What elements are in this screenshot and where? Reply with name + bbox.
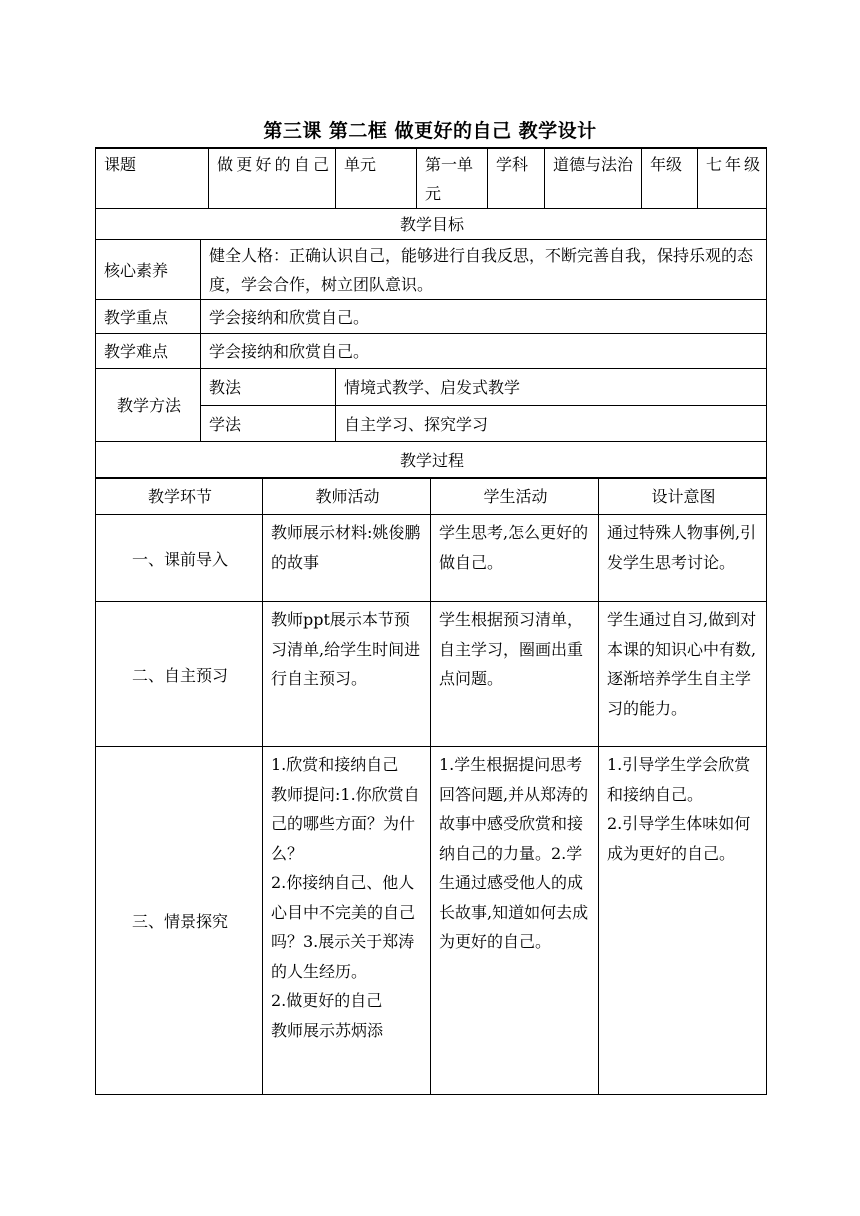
core-competency-text: 健全人格：正确认识自己，能够进行自我反思，不断完善自我，保持乐观的态度，学会合作，树立团队意识。 (201, 240, 767, 300)
topic-value: 做更好的自己 (209, 148, 336, 209)
difficulty-label: 教学难点 (96, 334, 201, 369)
teach-method-text: 情境式教学、启发式教学 (336, 369, 767, 406)
method-label: 教学方法 (96, 369, 201, 442)
column-header-teacher: 教师活动 (263, 479, 431, 515)
core-competency-label: 核心素养 (96, 240, 201, 300)
table-row (96, 515, 767, 602)
lesson-info-table (95, 147, 767, 478)
table-row (96, 747, 767, 1095)
subject-value: 道德与法治 (545, 148, 642, 209)
process-table (95, 478, 767, 1095)
subject-label: 学科 (488, 148, 545, 209)
column-header-stage: 教学环节 (96, 479, 263, 515)
stage-cell: 二、自主预习 (96, 602, 263, 747)
document-title: 第三课 第二框 做更好的自己 教学设计 (263, 120, 597, 142)
unit-label: 单元 (336, 148, 417, 209)
table-row (96, 602, 767, 747)
design-intent-cell: 学生通过自习,做到对本课的知识心中有数,逐渐培养学生自主学习的能力。 (599, 602, 767, 747)
teach-method-label: 教法 (201, 369, 336, 406)
stage-cell: 三、情景探究 (96, 747, 263, 1095)
unit-value: 第一单元 (417, 148, 488, 209)
key-point-label: 教学重点 (96, 300, 201, 334)
difficulty-text: 学会接纳和欣赏自己。 (201, 334, 767, 369)
grade-value: 七年级 (698, 148, 767, 209)
objectives-header: 教学目标 (96, 209, 767, 240)
design-intent-cell: 通过特殊人物事例,引发学生思考讨论。 (599, 515, 767, 602)
teacher-activity-cell: 教师展示材料:姚俊鹏的故事 (263, 515, 431, 602)
teacher-activity-cell: 1.欣赏和接纳自己 教师提问:1.你欣赏自己的哪些方面？为什么？ 2.你接纳自己、他人心目中不完美的自己吗？3.展示关于郑涛的人生经历。 2.做更好的自己 教师展示苏炳添 (263, 747, 431, 1095)
topic-label: 课题 (96, 148, 209, 209)
process-header: 教学过程 (96, 442, 767, 478)
teacher-activity-cell: 教师ppt展示本节预习清单,给学生时间进行自主预习。 (263, 602, 431, 747)
grade-label: 年级 (642, 148, 698, 209)
stage-cell: 一、课前导入 (96, 515, 263, 602)
student-activity-cell: 学生思考,怎么更好的做自己。 (431, 515, 599, 602)
student-activity-cell: 1.学生根据提问思考回答问题,并从郑涛的故事中感受欣赏和接纳自己的力量。2.学生通过感受他人的成长故事,知道如何去成为更好的自己。 (431, 747, 599, 1095)
student-activity-cell: 学生根据预习清单，自主学习，圈画出重点问题。 (431, 602, 599, 747)
learn-method-label: 学法 (201, 406, 336, 442)
column-header-student: 学生活动 (431, 479, 599, 515)
design-intent-cell: 1.引导学生学会欣赏和接纳自己。 2.引导学生体味如何成为更好的自己。 (599, 747, 767, 1095)
learn-method-text: 自主学习、探究学习 (336, 406, 767, 442)
column-header-intent: 设计意图 (599, 479, 767, 515)
key-point-text: 学会接纳和欣赏自己。 (201, 300, 767, 334)
